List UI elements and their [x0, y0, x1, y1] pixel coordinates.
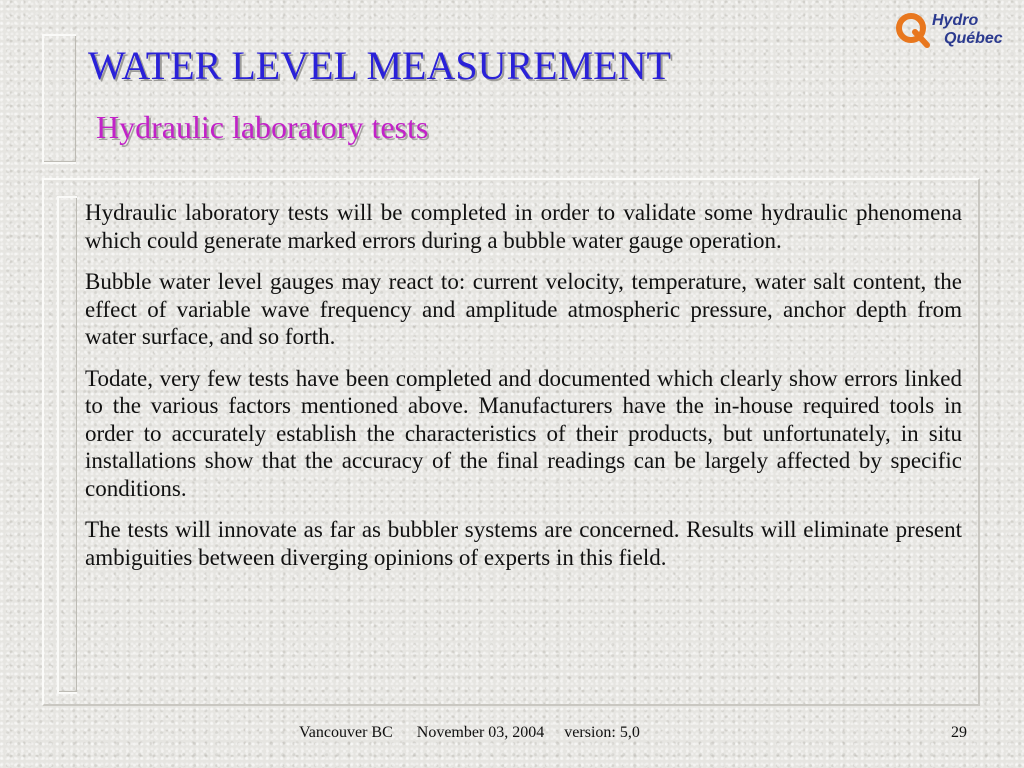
decorative-bracket-top: [42, 34, 76, 164]
page-number: 29: [951, 724, 967, 741]
paragraph: The tests will innovate as far as bubbler systems are concerned. Results will eliminate present ambiguities between diverging opinions of experts in this field.: [85, 517, 962, 570]
slide-subtitle: Hydraulic laboratory tests: [96, 109, 429, 145]
logo-line-2: Québec: [944, 30, 1003, 47]
paragraph: Hydraulic laboratory tests will be completed in order to validate some hydraulic phenomena which could generate marked errors during a bubble water gauge operation.: [85, 200, 962, 253]
footer-info: [299, 724, 640, 742]
paragraph: Bubble water level gauges may react to: current velocity, temperature, water salt content, the effect of variable wave frequency and amplitude atmospheric pressure, anchor depth from water surface, and so forth.: [85, 269, 962, 349]
footer-date: November 03, 2004: [416, 724, 545, 741]
hydro-quebec-logo: [893, 7, 1017, 51]
footer-location: Vancouver BC: [299, 724, 393, 741]
paragraph: Todate, very few tests have been completed and documented which clearly show errors linked to the various factors mentioned above. Manufacturers have the in-house required tools in order to accurately establish the characteristics of their products, but unfortunately, in situ installations show that the accuracy of the final readings can be largely affected by specific conditions.: [85, 365, 962, 501]
slide-title: WATER LEVEL MEASUREMENT: [88, 43, 671, 88]
logo-line-1: Hydro: [932, 12, 979, 29]
slide-footer: [0, 724, 1024, 748]
footer-version: version: 5,0: [564, 724, 640, 741]
body-text: [85, 199, 962, 585]
